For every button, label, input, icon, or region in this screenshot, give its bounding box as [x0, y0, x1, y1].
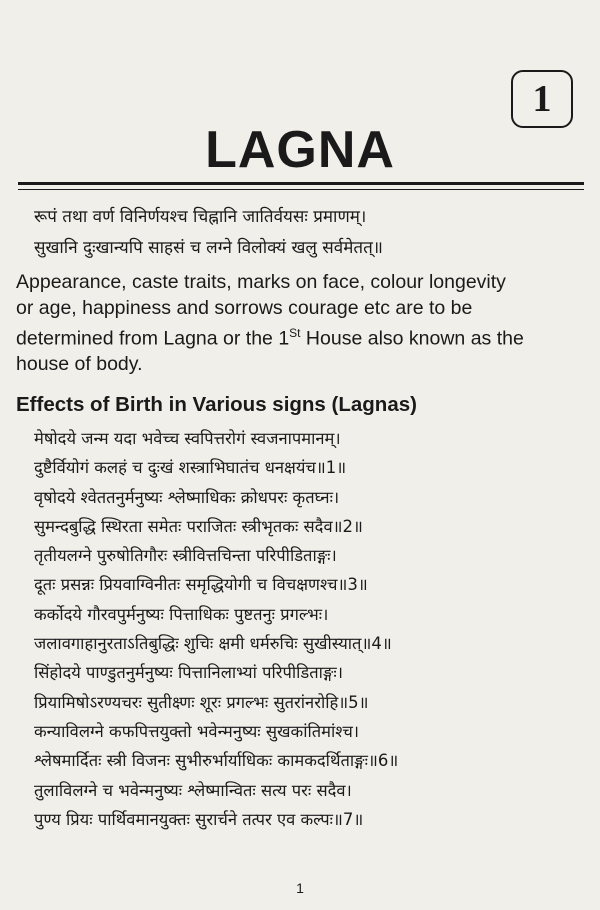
translation-line-1: Appearance, caste traits, marks on face, colour longevity	[16, 271, 506, 293]
verse-line: पुण्य प्रियः पार्थिवमानयुक्तः सुरार्चने तत्पर एव कल्पः॥7॥	[34, 809, 364, 829]
page-number: 1	[296, 880, 304, 896]
verse-line: दूतः प्रसन्नः प्रियवाग्विनीतः समृद्धियोगी च विचक्षणश्च॥3॥	[34, 575, 368, 595]
title-underline-thin	[18, 189, 584, 190]
verse-line: मेषोदये जन्म यदा भवेच्च स्वपित्तरोगं स्वजनापमानम्।	[34, 429, 341, 448]
verse-line: दुष्टैर्वियोगं कलहं च दुःखं शस्त्राभिघातंच धनक्षयंच॥1॥	[34, 458, 347, 478]
intro-verse-line-1: रूपं तथा वर्ण विनिर्णयश्च चिह्नानि जातिर्वयसः प्रमाणम्।	[34, 207, 367, 227]
verse-line: कर्कोदये गौरवपुर्मनुष्यः पित्ताधिकः पुष्टतनुः प्रगल्भः।	[34, 604, 329, 624]
translation-line-3: determined from Lagna or the 1St House also known as the	[16, 326, 524, 350]
verse-block	[34, 424, 582, 834]
verse-line: वृषोदये श्वेततनुर्मनुष्यः श्लेष्माधिकः क्रोधपरः कृतघ्नः।	[34, 487, 340, 507]
verse-line: तुलाविलग्ने च भवेन्मनुष्यः श्लेष्मान्वितः सत्य परः सदैव।	[34, 780, 352, 800]
verse-line: सिंहोदये पाण्डुतनुर्मनुष्यः पित्तानिलाभ्यां परिपीडिताङ्गः।	[34, 663, 343, 683]
verse-line: तृतीयलग्ने पुरुषोतिगौरः स्त्रीवित्तचिन्ता परिपीडिताङ्गः।	[34, 546, 337, 566]
translation-line-2: or age, happiness and sorrows courage etc are to be	[16, 296, 473, 319]
verse-line: श्लेषमार्दितः स्त्री विजनः सुभीरुर्भार्याधिकः कामकदर्थिताङ्गः॥6॥	[34, 751, 399, 771]
intro-verse-line-2: सुखानि दुःखान्यपि साहसं च लग्ने विलोक्यं खलु सर्वमेतत्॥	[34, 238, 383, 258]
intro-translation	[16, 270, 586, 378]
chapter-title: LAGNA	[205, 121, 395, 179]
verse-line: सुमन्दबुद्धि स्थिरता समेतः पराजितः स्त्रीभृतकः सदैव॥2॥	[34, 516, 363, 536]
translation-line-4: house of body.	[16, 353, 143, 375]
verse-line: कन्याविलग्ने कफपित्तयुक्तो भवेन्मनुष्यः सुखकांतिमांश्च।	[34, 721, 360, 741]
title-underline-thick	[18, 182, 584, 185]
chapter-number-box: 1	[511, 70, 573, 128]
verse-line: जलावगाहानुरताऽतिबुद्धिः शुचिः क्षमी धर्मरुचिः सुखीस्यात्॥4॥	[34, 634, 392, 654]
verse-line: प्रियामिषोऽरण्यचरः सुतीक्ष्णः शूरः प्रगल्भः सुतरांनरोहि॥5॥	[34, 692, 369, 712]
section-heading: Effects of Birth in Various signs (Lagnas)	[16, 393, 417, 416]
